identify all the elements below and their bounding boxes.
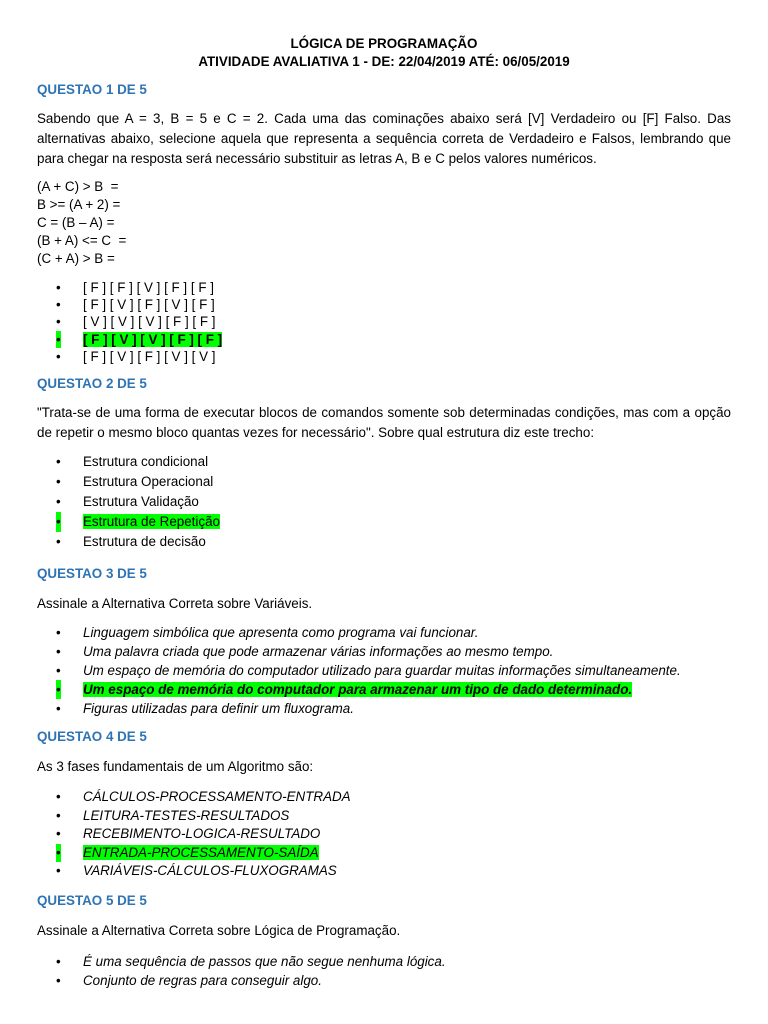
option-text: VARIÁVEIS-CÁLCULOS-FLUXOGRAMAS	[83, 863, 337, 878]
option-text: Um espaço de memória do computador utilizado para guardar muitas informações simultaneamente.	[83, 663, 681, 678]
question-5-title: QUESTAO 5 DE 5	[37, 893, 147, 908]
option-text-highlighted: Um espaço de memória do computador para armazenar um tipo de dado determinado.	[83, 682, 633, 697]
option-text: Estrutura Operacional	[83, 474, 214, 489]
question-4-options	[56, 788, 351, 881]
question-1-text: Sabendo que A = 3, B = 5 e C = 2. Cada uma das cominações abaixo será [V] Verdadeiro ou [F] Falso. Das alternativas abaixo, selecione aquela que representa a sequência correta de Verdadeiro e Falsos, lembrando que para chegar na resposta será necessário substituir as letras A, B e C pelos valores numéricos.	[37, 111, 731, 166]
bullet-icon: •	[56, 331, 61, 347]
option-text: Estrutura de decisão	[83, 534, 206, 549]
option-text: É uma sequência de passos que não segue nenhuma lógica.	[83, 954, 446, 969]
question-1-title: QUESTAO 1 DE 5	[37, 82, 147, 97]
bullet-icon: •	[56, 826, 61, 841]
option-item-correct	[56, 512, 220, 532]
bullet-icon: •	[56, 954, 61, 969]
question-1-options	[56, 279, 222, 365]
bullet-icon: •	[56, 280, 61, 295]
option-text: Estrutura condicional	[83, 454, 209, 469]
bullet-icon: •	[56, 973, 61, 988]
option-item	[56, 661, 681, 680]
bullet-icon: •	[56, 474, 61, 489]
option-item	[56, 642, 681, 661]
option-item	[56, 862, 351, 881]
bullet-icon: •	[56, 844, 61, 863]
bullet-icon: •	[56, 494, 61, 509]
option-item	[56, 472, 220, 492]
option-text: Estrutura Validação	[83, 494, 199, 509]
bullet-icon: •	[56, 701, 61, 716]
option-text: Conjunto de regras para conseguir algo.	[83, 973, 322, 988]
option-text-highlighted: [ F ] [ V ] [ V ] [ F ] [ F ]	[83, 331, 223, 347]
option-text: Figuras utilizadas para definir um fluxograma.	[83, 701, 354, 716]
question-3-text: Assinale a Alternativa Correta sobre Variáveis.	[37, 596, 313, 611]
option-text: [ F ] [ V ] [ F ] [ V ] [ F ]	[83, 297, 215, 313]
option-text-highlighted: ENTRADA-PROCESSAMENTO-SAÍDA	[83, 844, 319, 860]
option-item	[56, 971, 446, 990]
bullet-icon: •	[56, 314, 61, 330]
bullet-icon: •	[56, 863, 61, 878]
option-item-correct	[56, 331, 222, 348]
option-item	[56, 279, 222, 296]
question-2-options	[56, 452, 220, 552]
option-item-correct	[56, 680, 681, 699]
option-item	[56, 952, 446, 971]
question-5-options	[56, 952, 446, 990]
option-item	[56, 623, 681, 642]
question-3-title: QUESTAO 3 DE 5	[37, 566, 147, 581]
bullet-icon: •	[56, 348, 61, 364]
question-4-title: QUESTAO 4 DE 5	[37, 729, 147, 744]
option-item	[56, 699, 681, 718]
option-item	[56, 788, 351, 807]
expression-item: C = (B – A) =	[37, 215, 115, 230]
bullet-icon: •	[56, 644, 61, 659]
option-text: [ F ] [ F ] [ V ] [ F ] [ F ]	[83, 280, 214, 295]
expression-item: (B + A) <= C =	[37, 233, 127, 248]
option-text: [ V ] [ V ] [ V ] [ F ] [ F ]	[83, 314, 216, 330]
expression-item: (C + A) > B =	[37, 251, 115, 266]
option-item	[56, 492, 220, 512]
bullet-icon: •	[56, 663, 61, 678]
bullet-icon: •	[56, 454, 61, 469]
bullet-icon: •	[56, 512, 61, 532]
option-text: LEITURA-TESTES-RESULTADOS	[83, 807, 290, 823]
option-text: CÁLCULOS-PROCESSAMENTO-ENTRADA	[83, 789, 351, 804]
question-4-text: As 3 fases fundamentais de um Algoritmo são:	[37, 759, 314, 774]
bullet-icon: •	[56, 682, 61, 697]
question-1-expressions	[37, 178, 126, 268]
option-text: [ F ] [ V ] [ F ] [ V ] [ V ]	[83, 348, 216, 364]
option-text-highlighted: Estrutura de Repetição	[83, 514, 220, 529]
option-item	[56, 807, 351, 826]
option-item	[56, 532, 220, 552]
option-item	[56, 348, 222, 365]
document-title: LÓGICA DE PROGRAMAÇÃO	[290, 36, 478, 51]
option-item	[56, 313, 222, 330]
bullet-icon: •	[56, 297, 61, 313]
bullet-icon: •	[56, 807, 61, 823]
question-3-options	[56, 623, 681, 718]
document-subtitle: ATIVIDADE AVALIATIVA 1 - DE: 22/04/2019 ATÉ: 06/05/2019	[198, 54, 570, 69]
bullet-icon: •	[56, 789, 61, 804]
option-item	[56, 825, 351, 844]
option-item-correct	[56, 844, 351, 863]
option-text: Uma palavra criada que pode armazenar várias informações ao mesmo tempo.	[83, 644, 554, 659]
bullet-icon: •	[56, 534, 61, 549]
option-text: Linguagem simbólica que apresenta como programa vai funcionar.	[83, 625, 479, 640]
question-2-text: "Trata-se de uma forma de executar blocos de comandos somente sob determinadas condições, mas com a opção de repetir o mesmo bloco quantas vezes for necessário". Sobre qual estrutura diz este trecho:	[37, 405, 731, 440]
option-item	[56, 452, 220, 472]
bullet-icon: •	[56, 625, 61, 640]
question-2-title: QUESTAO 2 DE 5	[37, 376, 147, 391]
question-5-text: Assinale a Alternativa Correta sobre Lógica de Programação.	[37, 923, 401, 938]
option-item	[56, 296, 222, 313]
expression-item: (A + C) > B =	[37, 179, 119, 194]
option-text: RECEBIMENTO-LOGICA-RESULTADO	[83, 826, 321, 841]
expression-item: B >= (A + 2) =	[37, 197, 121, 212]
